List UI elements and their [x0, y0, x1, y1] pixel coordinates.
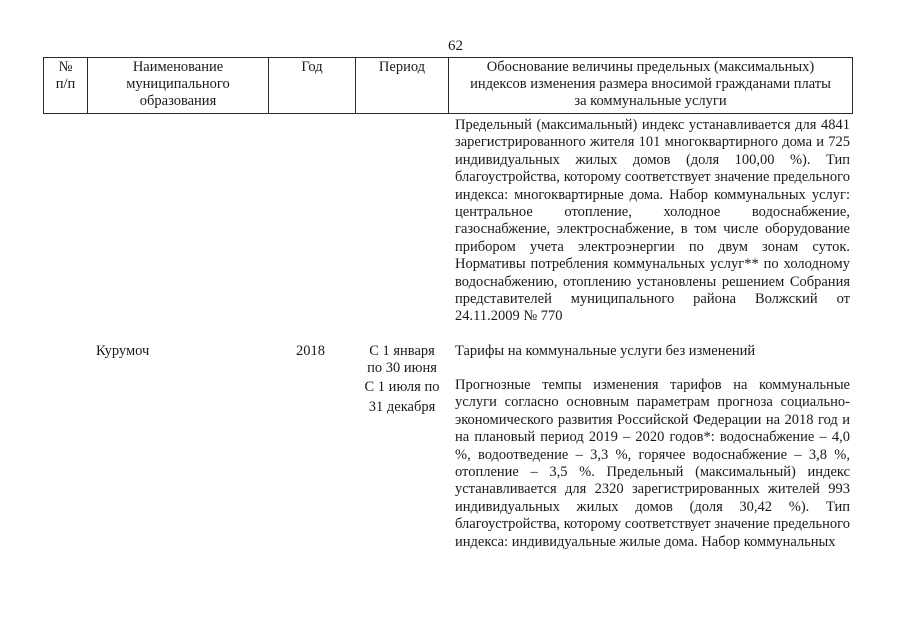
header-year: Год — [301, 59, 323, 75]
header-number: № п/п — [55, 59, 76, 92]
page-number: 62 — [448, 38, 463, 54]
header-period: Период — [378, 59, 426, 75]
municipality-name: Курумоч — [96, 343, 150, 359]
header-justification: Обоснование величины предельных (максимальных) индексов изменения размера вносимой гражданами платы за коммунальные услуги — [470, 59, 831, 109]
continued-justification-text: Предельный (максимальный) индекс устанавливается для 4841 зарегистрированного жителя 101 многоквартирного дома и 725 индивидуальных жилых домов (доля 100,00 %). Тип благоустройства, которому соответствует значение предельного индекса: многоквартирные дома. Набор коммунальных услуг: центральное отопление, холодное водоснабжение, газоснабжение, электроснабжение, в том числе оборудование прибором учета электроэнергии по двум зонам суток. Нормативы потребления коммунальных услуг** по холодному водоснабжению, отоплению установлены решением Собрания представителей муниципального района Волжский от 24.11.2009 № 770 — [455, 117, 850, 325]
forecast-justification-text: Прогнозные темпы изменения тарифов на коммунальные услуги согласно основным параметрам прогноза социально-экономического развития Российской Федерации на 2018 год и на плановый период 2019 – 2020 годов*: водоснабжение – 4,0 %, водоотведение – 3,3 %, горячее водоснабжение – 3,8 %, отопление – 3,5 %. Предельный (максимальный) индекс устанавливается для 2320 зарегистрированных жителей 993 индивидуальных жилых домов (доля 30,42 %). Тип благоустройства, которому соответствует значение предельного индекса: индивидуальные жилые дома. Набор коммунальных — [455, 377, 850, 550]
header-municipality: Наименование муниципального образования — [126, 59, 230, 109]
period-first-half: С 1 января по 30 июня — [367, 343, 437, 376]
period-second-half: С 1 июля по 31 декабря — [364, 379, 440, 415]
col-divider-5 — [852, 57, 853, 114]
year-value: 2018 — [296, 343, 325, 359]
tariffs-unchanged-text: Тарифы на коммунальные услуги без изменений — [455, 343, 756, 359]
